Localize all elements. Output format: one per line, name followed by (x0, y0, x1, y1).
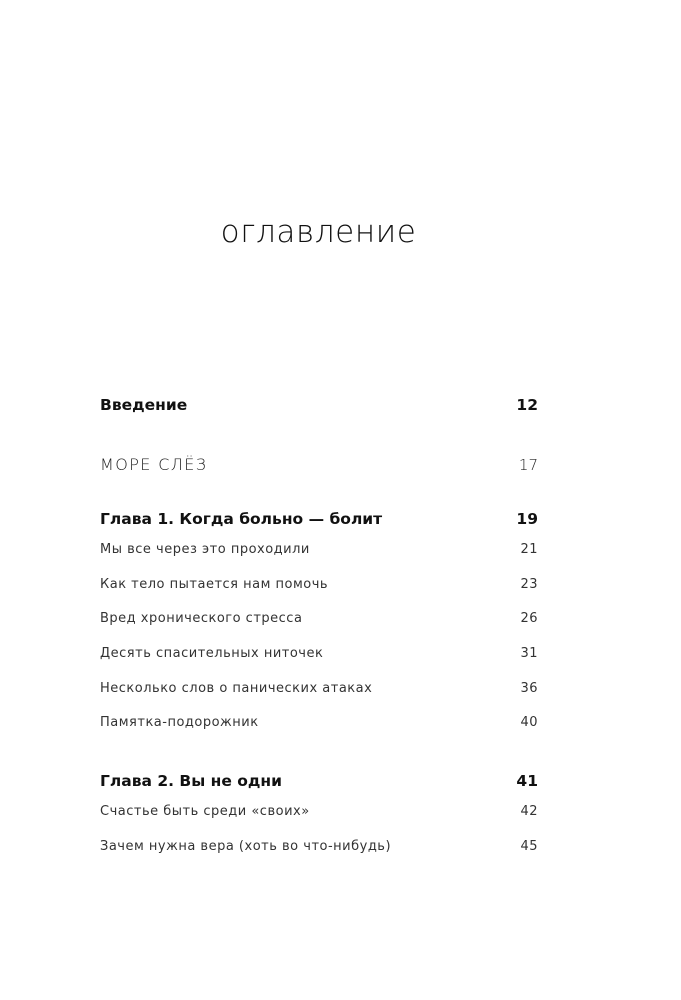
toc-chapter-label: Глава 1. Когда больно — болит (100, 510, 383, 528)
toc-section-label: Десять спасительных ниточек (100, 646, 324, 661)
toc-section-label: Счастье быть среди «своих» (100, 804, 310, 819)
toc-section-page: 21 (520, 542, 538, 557)
toc-section[interactable] (100, 715, 538, 730)
toc-chapter-1[interactable] (100, 510, 538, 528)
toc-section-page: 40 (520, 715, 538, 730)
toc-section-label: Зачем нужна вера (хоть во что-нибудь) (100, 839, 392, 854)
toc-section-page: 45 (520, 839, 538, 854)
toc-part-heading[interactable] (100, 455, 538, 474)
toc-section[interactable] (100, 646, 538, 661)
toc-section[interactable] (100, 839, 538, 854)
toc-part-page: 17 (518, 456, 538, 474)
toc-section[interactable] (100, 681, 538, 696)
toc-entry-page: 12 (516, 396, 538, 414)
toc-section[interactable] (100, 542, 538, 557)
page-title: оглавление (220, 214, 417, 250)
toc-section-page: 26 (520, 611, 538, 626)
toc-chapter-2[interactable] (100, 772, 538, 790)
toc-entry-intro[interactable] (100, 396, 538, 414)
toc-section-page: 31 (520, 646, 538, 661)
toc-section-label: Мы все через это проходили (100, 542, 310, 557)
toc-section-page: 36 (520, 681, 538, 696)
toc-chapter-page: 41 (516, 772, 538, 790)
toc-part-label: МОРЕ СЛЁЗ (100, 455, 208, 474)
toc-section-page: 42 (520, 804, 538, 819)
toc-section[interactable] (100, 611, 538, 626)
toc-chapter-label: Глава 2. Вы не одни (100, 772, 283, 790)
toc-section-page: 23 (520, 577, 538, 592)
toc-section-label: Памятка-подорожник (100, 715, 259, 730)
toc-chapter-page: 19 (516, 510, 538, 528)
toc-section[interactable] (100, 577, 538, 592)
toc-section-label: Несколько слов о панических атаках (100, 681, 373, 696)
toc-section[interactable] (100, 804, 538, 819)
toc-entry-label: Введение (100, 396, 188, 414)
toc-section-label: Вред хронического стресса (100, 611, 303, 626)
toc-section-label: Как тело пытается нам помочь (100, 577, 329, 592)
